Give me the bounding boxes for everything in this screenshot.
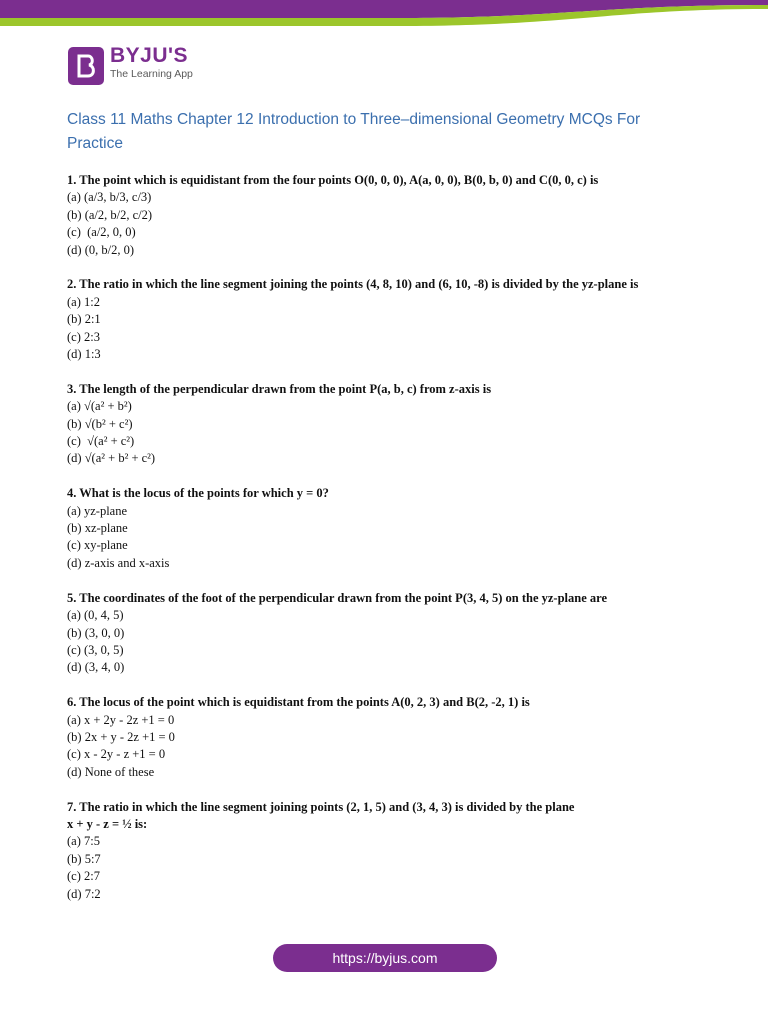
option-d: (d) (0, b/2, 0) bbox=[67, 242, 134, 257]
option-d: (d) (3, 4, 0) bbox=[67, 660, 125, 675]
question-list bbox=[67, 172, 717, 920]
option-b: (b) 2:1 bbox=[67, 312, 101, 327]
question-4 bbox=[67, 485, 717, 572]
logo-b-icon bbox=[68, 47, 104, 85]
option-a: (a) 7:5 bbox=[67, 834, 100, 849]
question-1 bbox=[67, 172, 717, 259]
option-a: (a) 1:2 bbox=[67, 294, 100, 309]
option-b: (b) 5:7 bbox=[67, 851, 101, 866]
option-d: (d) 1:3 bbox=[67, 347, 101, 362]
question-text: 6. The locus of the point which is equidistant from the points A(0, 2, 3) and B(2, -2, 1) is bbox=[67, 695, 530, 710]
question-text: 3. The length of the perpendicular drawn from the point P(a, b, c) from z-axis is bbox=[67, 381, 492, 396]
option-b: (b) (a/2, b/2, c/2) bbox=[67, 207, 153, 222]
option-b: (b) xz-plane bbox=[67, 521, 128, 536]
option-c: (c) (3, 0, 5) bbox=[67, 642, 124, 657]
option-c: (c) √(a² + c²) bbox=[67, 434, 135, 449]
question-6 bbox=[67, 694, 717, 781]
option-c: (c) 2:3 bbox=[67, 329, 100, 344]
question-5 bbox=[67, 590, 717, 677]
question-3 bbox=[67, 381, 717, 468]
option-c: (c) (a/2, 0, 0) bbox=[67, 225, 136, 240]
option-d: (d) None of these bbox=[67, 764, 155, 779]
option-d: (d) 7:2 bbox=[67, 886, 101, 901]
question-7 bbox=[67, 799, 717, 903]
header-decorative-band bbox=[0, 0, 768, 28]
byjus-logo[interactable] bbox=[68, 45, 193, 89]
option-a: (a) yz-plane bbox=[67, 503, 128, 518]
option-d: (d) √(a² + b² + c²) bbox=[67, 451, 156, 466]
option-c: (c) xy-plane bbox=[67, 538, 128, 553]
option-a: (a) (a/3, b/3, c/3) bbox=[67, 190, 152, 205]
option-c: (c) x - 2y - z +1 = 0 bbox=[67, 747, 166, 762]
document-title: Class 11 Maths Chapter 12 Introduction to Three–dimensional Geometry MCQs For Practice bbox=[67, 111, 641, 152]
option-d: (d) z-axis and x-axis bbox=[67, 555, 170, 570]
brand-name: BYJU'S bbox=[110, 44, 189, 67]
option-b: (b) 2x + y - 2z +1 = 0 bbox=[67, 729, 175, 744]
option-a: (a) x + 2y - 2z +1 = 0 bbox=[67, 712, 175, 727]
logo-text bbox=[110, 45, 193, 81]
brand-tagline: The Learning App bbox=[110, 68, 193, 80]
option-b: (b) √(b² + c²) bbox=[67, 416, 133, 431]
question-text: 4. What is the locus of the points for which y = 0? bbox=[67, 486, 329, 501]
question-text-continued: x + y - z = ½ is: bbox=[67, 816, 148, 831]
question-text: 7. The ratio in which the line segment joining points (2, 1, 5) and (3, 4, 3) is divided by the plane bbox=[67, 799, 575, 814]
question-text: 1. The point which is equidistant from the four points O(0, 0, 0), A(a, 0, 0), B(0, b, 0) and C(0, 0, c) is bbox=[67, 173, 599, 187]
option-c: (c) 2:7 bbox=[67, 869, 100, 884]
option-a: (a) (0, 4, 5) bbox=[67, 608, 124, 623]
question-2 bbox=[67, 276, 717, 363]
question-text: 5. The coordinates of the foot of the perpendicular drawn from the point P(3, 4, 5) on the yz-plane are bbox=[67, 590, 608, 605]
question-text: 2. The ratio in which the line segment joining the points (4, 8, 10) and (6, 10, -8) is divided by the yz-plane is bbox=[67, 277, 639, 292]
footer-url-link[interactable]: https://byjus.com bbox=[273, 944, 497, 972]
option-b: (b) (3, 0, 0) bbox=[67, 625, 125, 640]
option-a: (a) √(a² + b²) bbox=[67, 399, 132, 414]
